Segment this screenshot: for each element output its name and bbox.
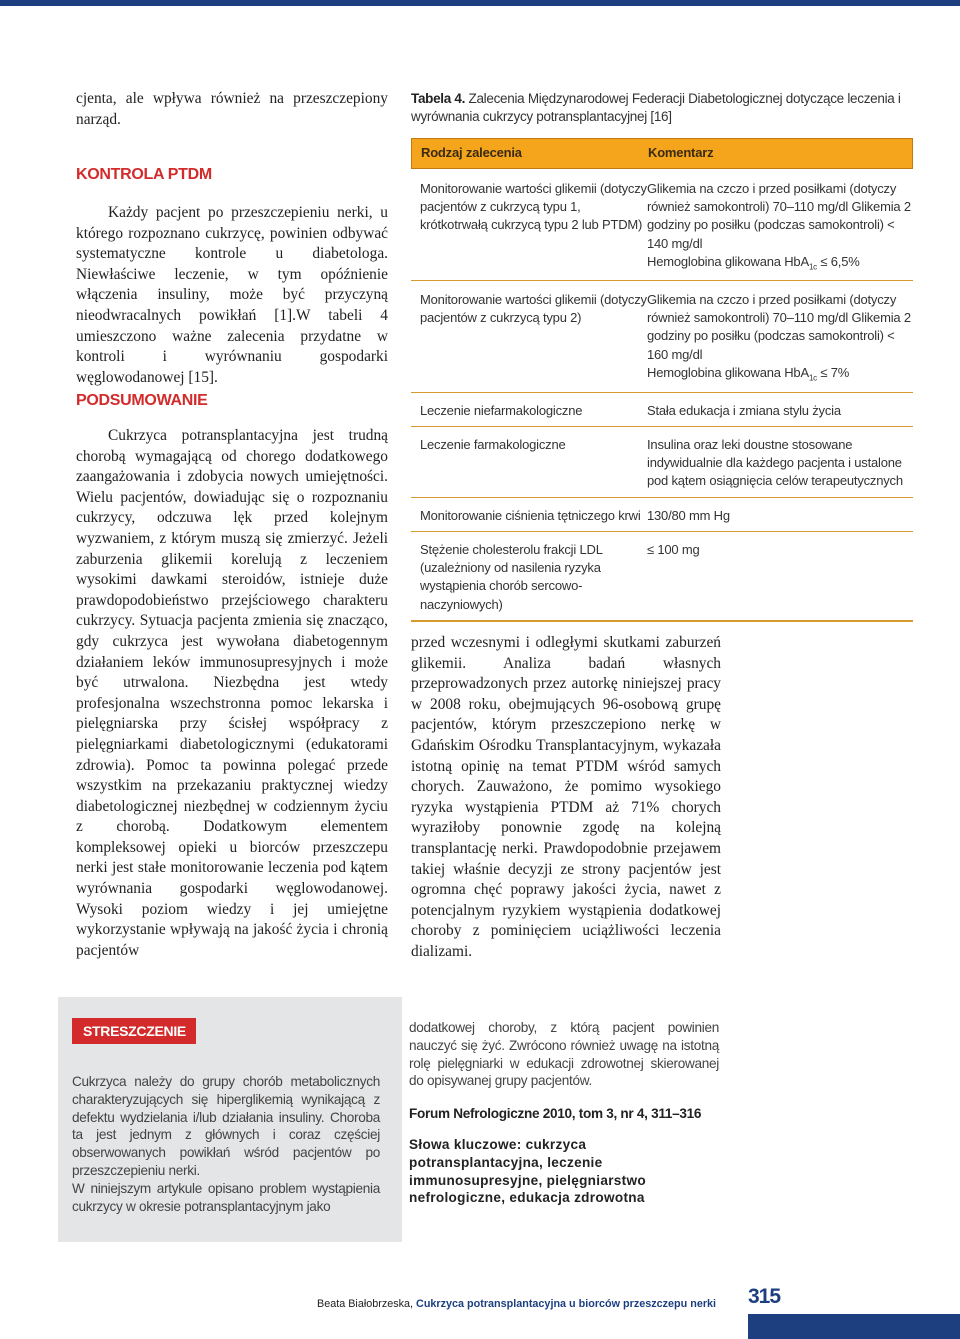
abstract-box bbox=[58, 997, 402, 1242]
hba-label: Hemoglobina glikowana HbA bbox=[647, 364, 809, 380]
table-row bbox=[411, 426, 913, 497]
table-caption bbox=[411, 90, 931, 126]
left-intro bbox=[76, 89, 388, 130]
hba-value: ≤ 6,5% bbox=[820, 253, 860, 269]
footer bbox=[317, 1298, 716, 1310]
table-row bbox=[411, 280, 913, 392]
table-row bbox=[411, 497, 913, 531]
table-cell-rec: Monitorowanie wartości glikemii (dotyczy pacjentów z cukrzycą typu 2) bbox=[420, 292, 647, 326]
table-cell-rec: Leczenie niefarmakologiczne bbox=[420, 403, 583, 418]
table-row bbox=[411, 531, 913, 620]
table-cell-comment: Stała edukacja i zmiana stylu życia bbox=[647, 403, 841, 418]
hba-value: ≤ 7% bbox=[820, 364, 850, 380]
para-kontrola: Każdy pacjent po przeszczepieniu nerki, u którego rozpoznano cukrzycę, powinien odbywać systematyczne kontrole u diabetologa. Niewłaściwe leczenie, w tym opóźnienie włączenia insuliny, może być przyczyną nieodwracalnych powikłań [1].W tabeli 4 umieszczono ważne zalecenia przydatne w kontroli i wyrównaniu gospodarki węglowodanowej [15]. bbox=[76, 204, 388, 386]
recommendations-table bbox=[411, 138, 913, 622]
left-para1 bbox=[76, 203, 388, 388]
heading-kontrola-ptdm: KONTROLA PTDM bbox=[76, 166, 212, 183]
abstract-p2: W niniejszym artykule opisano problem wystąpienia cukrzycy w okresie potransplantacyjnym jako bbox=[72, 1180, 380, 1214]
hba-subscript: 1c bbox=[808, 262, 817, 272]
table-cell-comment bbox=[647, 180, 913, 277]
table-caption-text: Zalecenia Międzynarodowej Federacji Diabetologicznej dotyczące leczenia i wyrównania cukrzycy potransplantacyjnej [16] bbox=[411, 91, 901, 124]
table-header-col2: Komentarz bbox=[648, 145, 714, 161]
table-cell-comment: 130/80 mm Hg bbox=[647, 508, 730, 523]
page-number: 315 bbox=[748, 1285, 781, 1308]
hba-label: Hemoglobina glikowana HbA bbox=[647, 253, 809, 269]
hba-subscript: 1c bbox=[808, 373, 817, 383]
right-para bbox=[411, 633, 721, 963]
table-cell-comment bbox=[647, 291, 913, 388]
table-cell-comment: ≤ 100 mg bbox=[647, 542, 700, 557]
table-cell-rec: Monitorowanie wartości glikemii (dotyczy pacjentów z cukrzycą typu 1, krótkotrwałą cukrzycą typu 2 lub PTDM) bbox=[420, 181, 647, 233]
footer-author: Beata Białobrzeska, bbox=[317, 1298, 414, 1310]
table-label: Tabela 4. bbox=[411, 91, 466, 106]
table-header bbox=[411, 138, 913, 169]
abstract-p3: dodatkowej choroby, z którą pacjent powinien nauczyć się żyć. Zwrócono również uwagę na istotną rolę pielęgniarki w edukacji zdrowotnej skierowanej do opisywanej grupy pacjentów. bbox=[409, 1020, 719, 1089]
table-row bbox=[411, 392, 913, 426]
comment-text: Glikemia na czczo i przed posiłkami (dotyczy również samokontroli) 70–110 mg/dl Glikemia 2 godziny po posiłku (podczas samokontroli) < 140 mg/dl bbox=[647, 181, 911, 251]
abstract-text bbox=[72, 1073, 380, 1215]
table-cell-rec: Monitorowanie ciśnienia tętniczego krwi bbox=[420, 508, 641, 523]
top-bar bbox=[0, 0, 960, 6]
table-row bbox=[411, 169, 913, 280]
page-bar bbox=[748, 1314, 960, 1339]
abstract-continued bbox=[409, 1019, 719, 1207]
left-para2 bbox=[76, 426, 388, 961]
table-cell-comment: Insulina oraz leki doustne stosowane indywidualnie dla każdego pacjenta i ustalone pod kątem osiągnięcia celów terapeutycznych bbox=[647, 437, 903, 489]
table-header-col1: Rodzaj zalecenia bbox=[421, 145, 522, 161]
heading-podsumowanie: PODSUMOWANIE bbox=[76, 392, 208, 409]
keywords: Słowa kluczowe: cukrzyca potransplantacyjna, leczenie immunosupresyjne, pielęgniarstwo nefrologiczne, edukacja zdrowotna bbox=[409, 1136, 646, 1206]
journal-citation: Forum Nefrologiczne 2010, tom 3, nr 4, 311–316 bbox=[409, 1106, 702, 1122]
abstract-title: STRESZCZENIE bbox=[72, 1018, 196, 1044]
table-cell-rec: Stężenie cholesterolu frakcji LDL (uzależniony od nasilenia ryzyka wystąpienia chorób sercowo-naczyniowych) bbox=[420, 542, 603, 612]
table-cell-rec: Leczenie farmakologiczne bbox=[420, 437, 566, 452]
right-para-text: przed wczesnymi i odległymi skutkami zaburzeń glikemii. Analiza badań własnych przeprowadzonych przez autorkę niniejszej pracy w 2008 roku, obejmujących 96-osobową grupę pacjentów, którym przeszczepiono nerkę w Gdańskim Ośrodku Transplantacyjnym, wykazała istotną opinię na temat PTDM wśród samych chorych. Zauważono, że pomimo wysokiego ryzyka wystąpienia PTDM aż 71% chorych wyraziłoby ponownie zgodę na kolejną transplantację nerki. Prawdopodobnie przejawem takiej właśnie decyzji ze strony pacjentów jest ogromna chęć poprawy jakości życia, nawet z potencjalnym ryzykiem wystąpienia dodatkowej choroby z pominięciem uciążliwości leczenia dializami. bbox=[411, 634, 721, 960]
footer-title: Cukrzyca potransplantacyjna u biorców przeszczepu nerki bbox=[416, 1298, 717, 1310]
abstract-p1: Cukrzyca należy do grupy chorób metabolicznych charakteryzujących się hiperglikemią wynikającą z defektu wydzielania i/lub działania insuliny. Choroba ta jest jednym z głównych i coraz częściej obserwowanych powikłań wśród pacjentów po przeszczepieniu nerki. bbox=[72, 1074, 380, 1178]
intro-text: cjenta, ale wpływa również na przeszczepiony narząd. bbox=[76, 90, 388, 128]
para-podsumowanie: Cukrzyca potransplantacyjna jest trudną chorobą wymagającą od chorego dodatkowego zaangażowania i zdobycia nowych umiejętności. Wielu pacjentów, dowiadując się o rozpoznaniu cukrzycy, odczuwa lęk przed kolejnym wyzwaniem, z którym muszą się zmierzyć. Jeżeli zaburzenia glikemii korelują z leczeniem wysokimi dawkami steroidów, istnieje duże prawdopodobieństwo przejściowego charakteru cukrzycy. Sytuacja pacjenta zmienia się znacząco, gdy cukrzyca jest wywołana diabetogennym działaniem leków immunosupresyjnych i może być utrwalona. Niezbędna jest wtedy profesjonalna wszechstronna pomoc lekarska i pielęgniarska przy ścisłej współpracy z pielęgniarkami diabetologicznymi (edukatorami zdrowia). Pomoc ta powinna polegać przede wszystkim na przekazaniu praktycznej wiedzy diabetologicznej niezbędnej w codziennym życiu z chorobą. Dodatkowym elementem kompleksowej opieki u biorców przeszczepu nerki jest stałe monitorowanie leczenia pod kątem wyrównania gospodarki węglowodanowej. Wysoki poziom wiedzy i jej umiejętne wykorzystanie wpływają na jakość życia i chronią pacjentów bbox=[76, 427, 388, 959]
comment-text: Glikemia na czczo i przed posiłkami (dotyczy również samokontroli) 70–110 mg/dl Glikemia 2 godziny po posiłku (podczas samokontroli) < 160 mg/dl bbox=[647, 292, 911, 362]
